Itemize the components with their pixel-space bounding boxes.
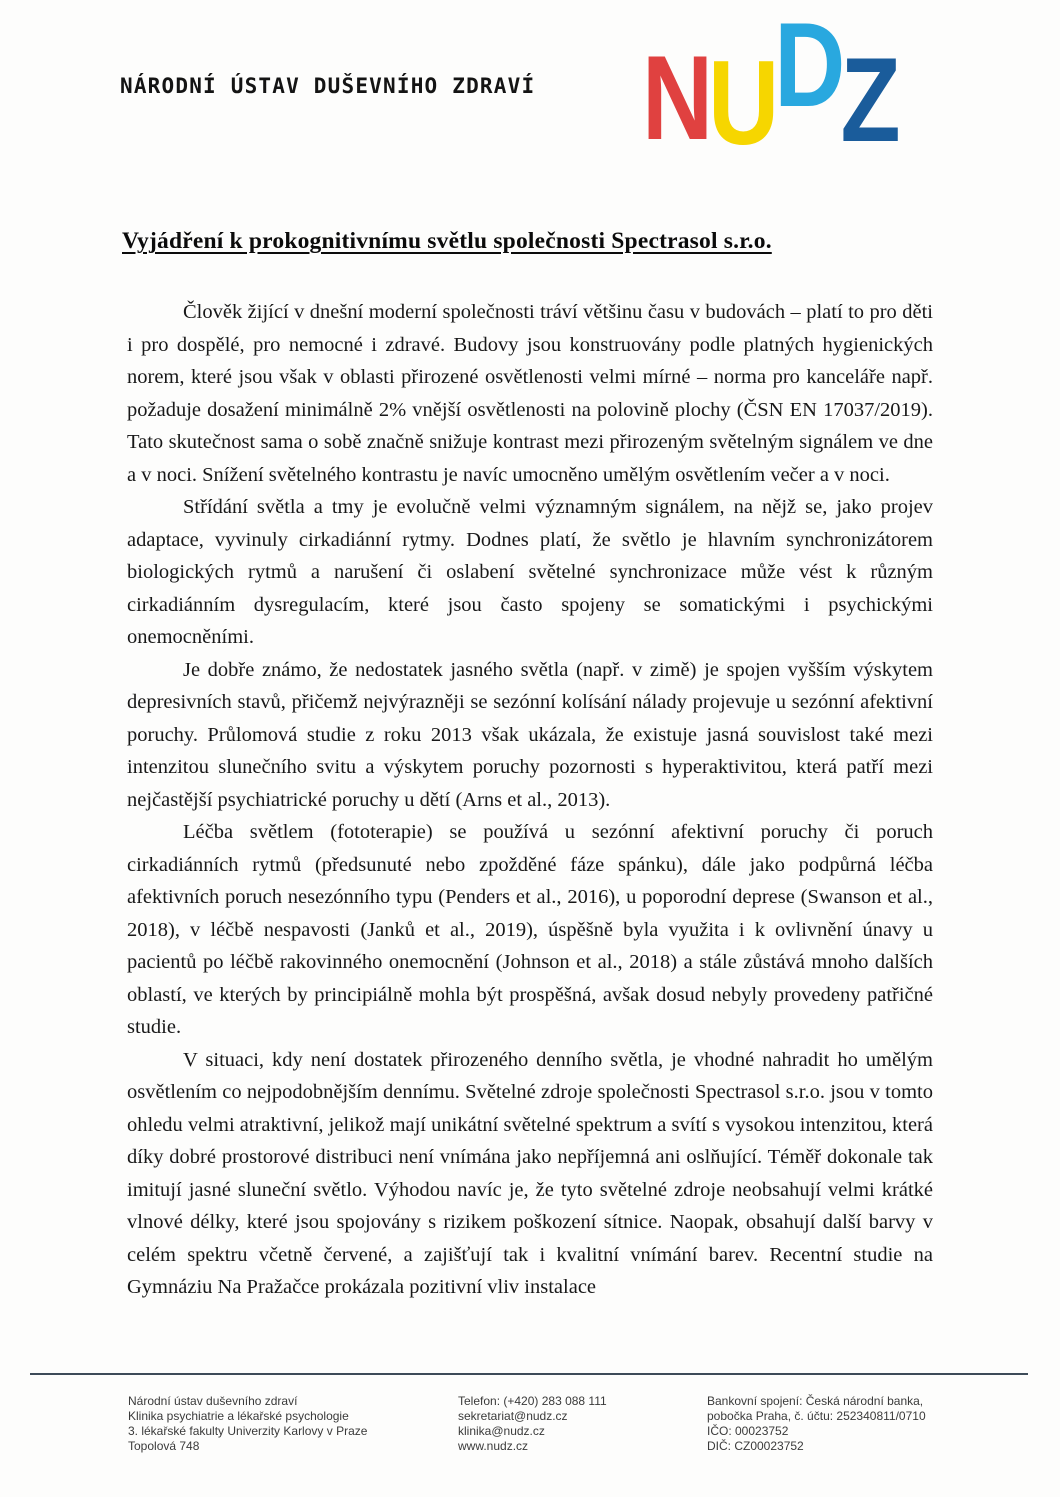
contact-website: www.nudz.cz <box>458 1439 529 1453</box>
bank-line-1: Bankovní spojení: Česká národní banka, <box>707 1394 924 1408</box>
contact-email-secretariat: sekretariat@nudz.cz <box>458 1409 568 1423</box>
institution-name: NÁRODNÍ ÚSTAV DUŠEVNÍHO ZDRAVÍ <box>120 74 536 98</box>
bank-line-2: pobočka Praha, č. účtu: 252340811/0710 <box>707 1409 926 1423</box>
address-line-4: Topolová 748 <box>128 1439 200 1453</box>
body-paragraph-3: Je dobře známo, že nedostatek jasného světla (např. v zimě) je spojen vyšším výskytem depresivních stavů, přičemž nejvýrazněji se sezónní kolísání nálady projevuje u sezónní afektivní poruchy. Průlomová studie z roku 2013 však ukázala, že existuje jasná souvislost také mezi intenzitou slunečního svitu a výskytem poruchy pozornosti s hyperaktivitou, která patří mezi nejčastější psychiatrické poruchy u dětí (Arns et al., 2013). <box>127 658 933 811</box>
logo-letter-u: U <box>708 36 775 170</box>
address-line-3: 3. lékařské fakulty Univerzity Karlovy v Praze <box>128 1424 368 1438</box>
letter-body <box>127 296 933 1304</box>
bank-ico: IČO: 00023752 <box>707 1424 789 1438</box>
footer-divider <box>30 1373 1028 1375</box>
address-line-2: Klinika psychiatrie a lékařské psychologie <box>128 1409 349 1423</box>
contact-email-clinic: klinika@nudz.cz <box>458 1424 545 1438</box>
nudz-logo <box>642 0 896 170</box>
footer-contact <box>458 1394 607 1454</box>
bank-dic: DIČ: CZ00023752 <box>707 1439 804 1453</box>
body-paragraph-5: V situaci, kdy není dostatek přirozeného denního světla, je vhodné nahradit ho umělým osvětlením co nejpodobnějším dennímu. Světelné zdroje společnosti Spectrasol s.r.o. jsou v tomto ohledu velmi atraktivní, jelikož mají unikátní světelné spektrum a svítí s vysokou intenzitou, která díky dobré prostorové distribuci není vnímána jako nepříjemná ani oslňující. Téměř dokonale tak imitují jasné sluneční světlo. Výhodou navíc je, že tyto světelné zdroje neobsahují velmi krátké vlnové délky, které jsou spojovány s rizikem poškození sítnice. Naopak, obsahují další barvy v celém spektru včetně červené, a zajišťují tak i kvalitní vnímání barev. Recentní studie na Gymnáziu Na Pražačce prokázala pozitivní vliv instalace <box>127 1048 933 1298</box>
contact-phone: Telefon: (+420) 283 088 111 <box>458 1394 607 1408</box>
body-paragraph-2: Střídání světla a tmy je evolučně velmi významným signálem, na nějž se, jako projev adaptace, vyvinuly cirkadiánní rytmy. Dodnes platí, že světlo je hlavním synchronizátorem biologických rytmů a narušení či oslabení světelné synchronizace může vést k různým cirkadiánním dysregulacím, které jsou často spojeny se somatickými i psychickými onemocněními. <box>127 496 933 648</box>
logo-letter-d: D <box>774 0 841 132</box>
footer-address <box>128 1394 367 1454</box>
address-line-1: Národní ústav duševního zdraví <box>128 1394 298 1408</box>
logo-letter-z: Z <box>840 33 896 167</box>
body-paragraph-4: Léčba světlem (fototerapie) se používá u sezónní afektivní poruchy či poruch cirkadiánních rytmů (předsunuté nebo zpožděné fáze spánku), dále jako podpůrná léčba afektivních poruch nesezónního typu (Penders et al., 2016), u poporodní deprese (Swanson et al., 2018), v léčbě nespavosti (Janků et al., 2019), úspěšně byla využita i k ovlivnění únavy u pacientů po léčbě rakovinného onemocnění (Johnson et al., 2018) a stále zůstává mnoho dalších oblastí, ve kterých by principiálně mohla být prospěšná, avšak dosud nebyly provedeny patřičné studie. <box>127 821 933 1038</box>
logo-letter-n: N <box>642 31 709 165</box>
footer-bank <box>707 1394 926 1454</box>
body-paragraph-1: Člověk žijící v dnešní moderní společnosti tráví většinu času v budovách – platí to pro děti i pro dospělé, pro nemocné i zdravé. Budovy jsou konstruovány podle platných hygienických norem, které jsou však v oblasti přirozené osvětlenosti velmi mírné – norma pro kanceláře např. požaduje dosažení minimálně 2% vnější osvětlenosti na polovině plochy (ČSN EN 17037/2019). Tato skutečnost sama o sobě značně snižuje kontrast mezi přirozeným světelným signálem ve dne a v noci. Snížení světelného kontrastu je navíc umocněno umělým osvětlením večer a v noci. <box>127 301 933 486</box>
document-title: Vyjádření k prokognitivnímu světlu společnosti Spectrasol s.r.o. <box>122 228 772 254</box>
